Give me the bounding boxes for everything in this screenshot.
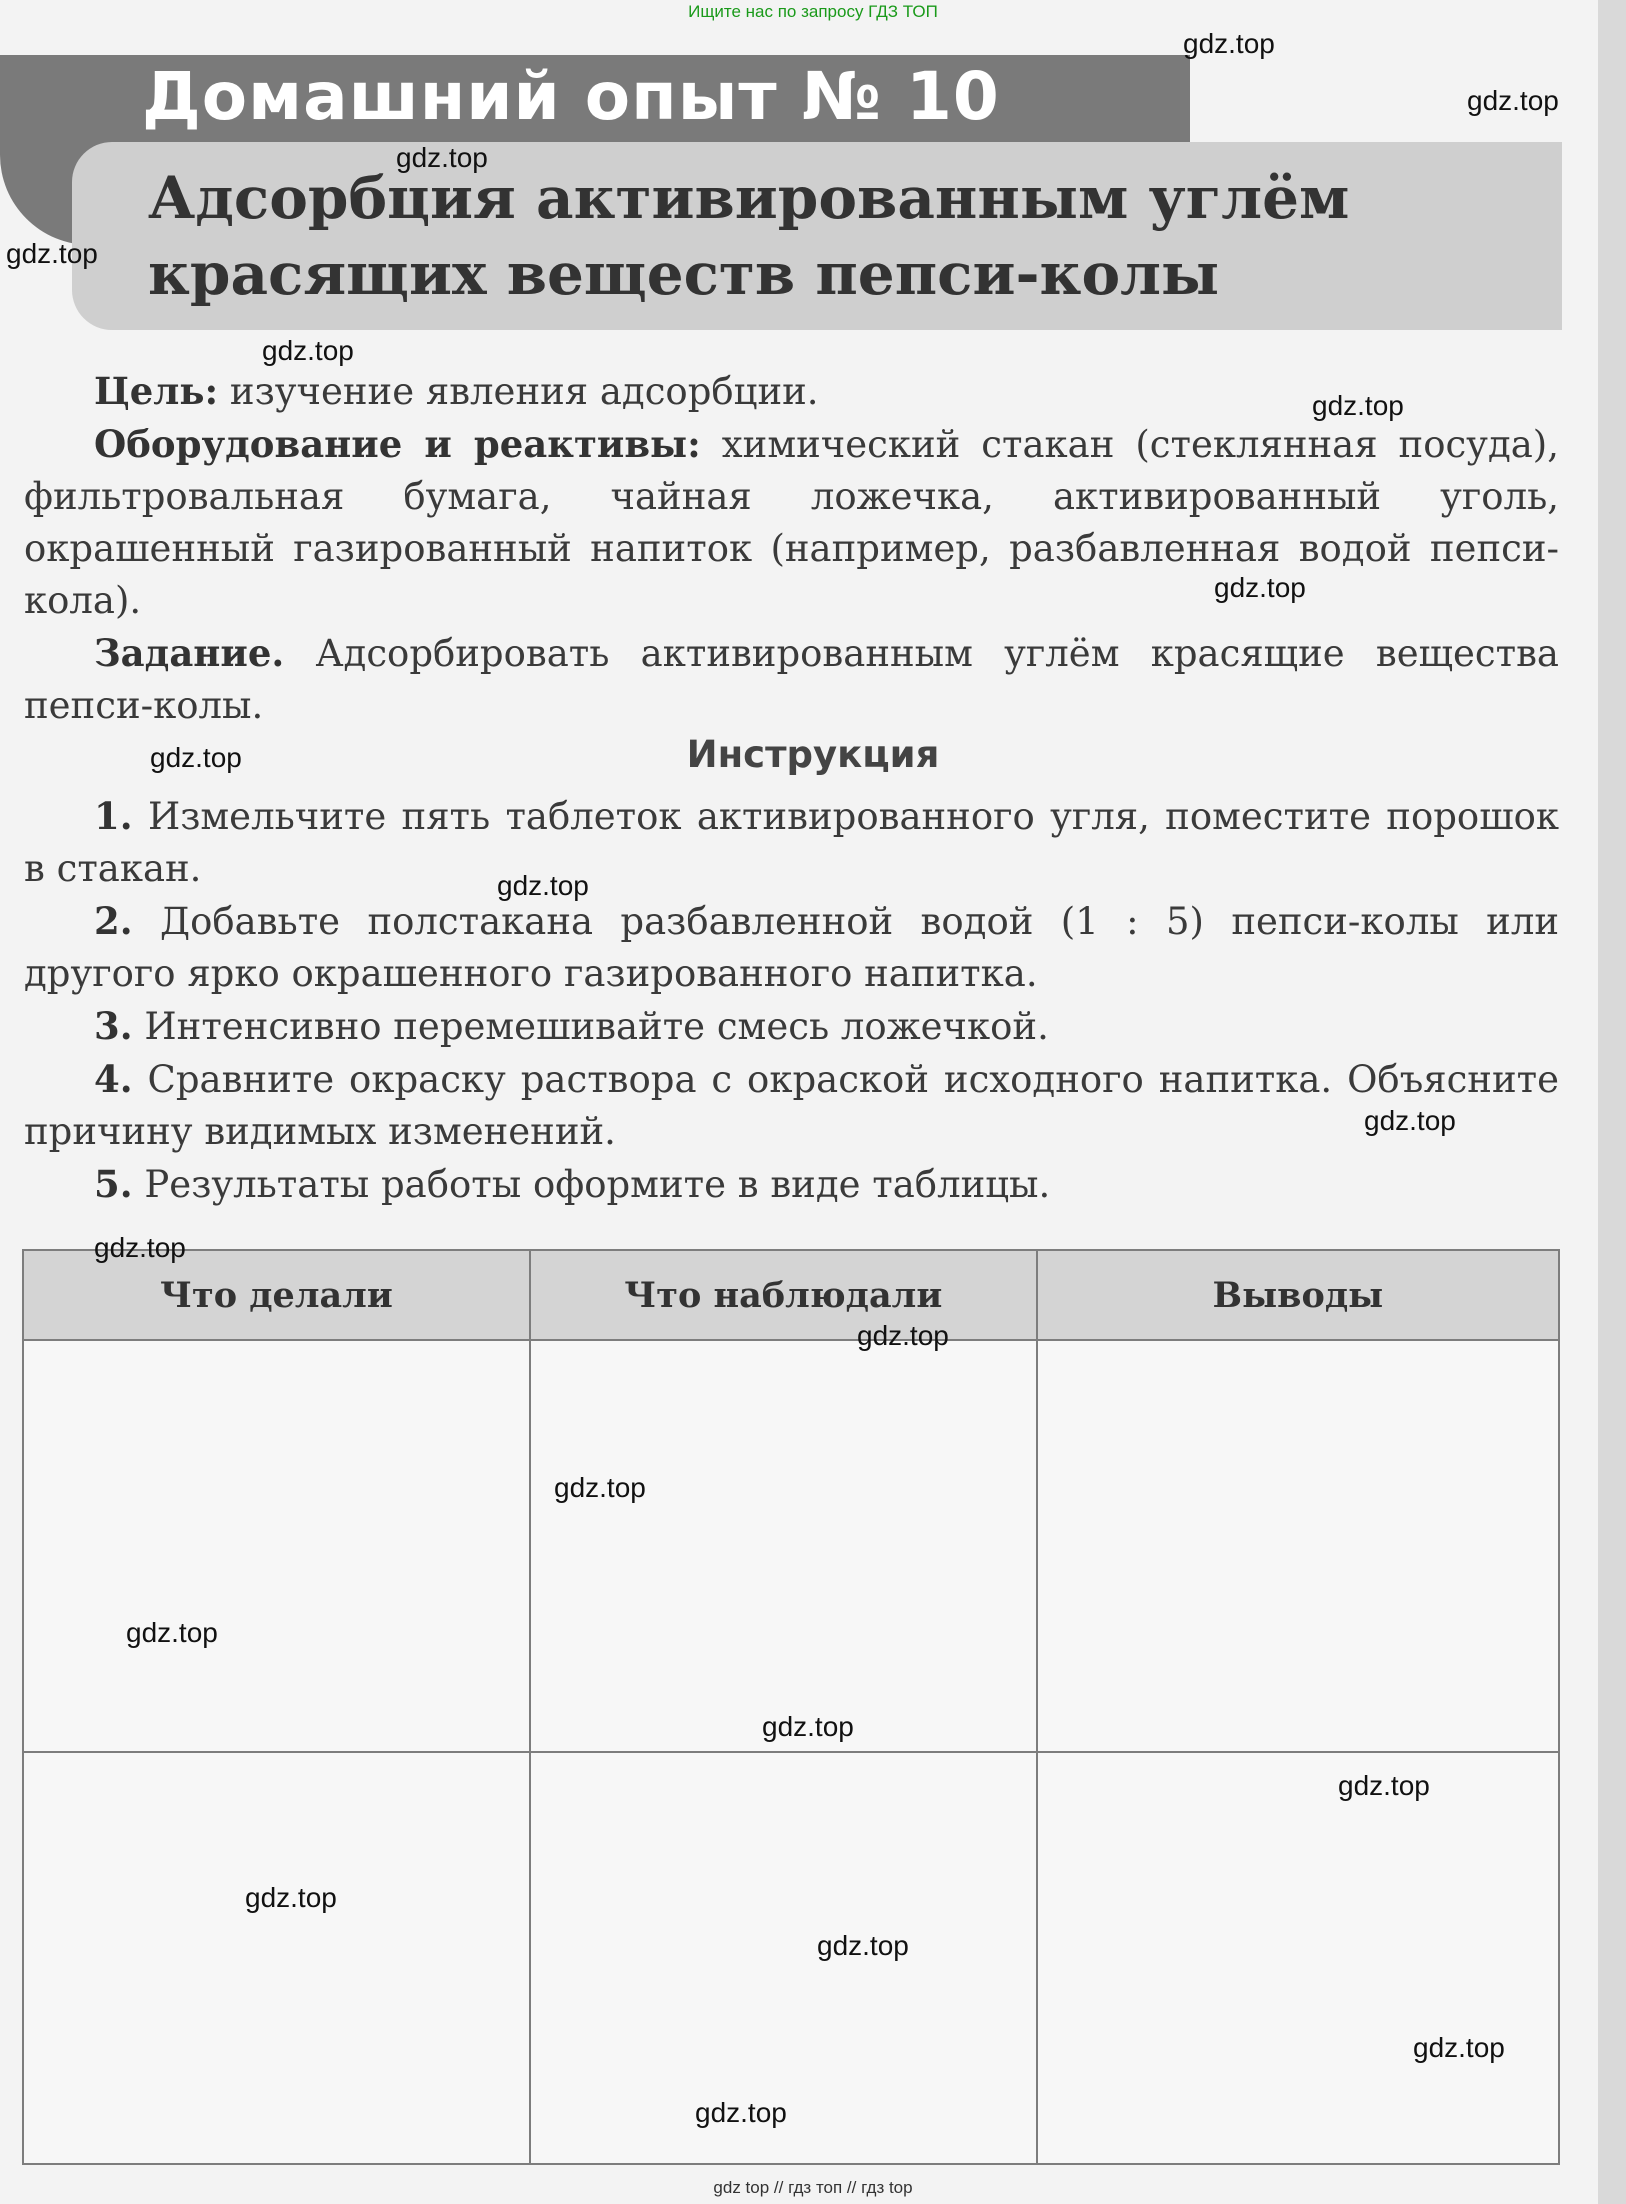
watermark: gdz.top	[1214, 572, 1306, 603]
goal-label: Цель:	[94, 369, 219, 413]
watermark: gdz.top	[1312, 390, 1404, 421]
step-text: Интенсивно перемешивайте смесь ложечкой.	[132, 1005, 1049, 1048]
watermark: gdz.top	[497, 870, 589, 901]
column-header-did: Что делали	[23, 1250, 530, 1340]
watermark: gdz.top	[857, 1320, 949, 1351]
instruction-heading: Инструкция	[686, 733, 940, 776]
step-item	[24, 895, 1559, 1000]
step-number: 1.	[94, 794, 133, 838]
watermark: gdz.top	[6, 238, 98, 269]
watermark: gdz.top	[262, 335, 354, 366]
watermark: gdz.top	[1338, 1770, 1430, 1801]
header-note[interactable]: Ищите нас по запросу ГДЗ ТОП	[688, 2, 938, 21]
equipment-label: Оборудование и реактивы:	[94, 422, 701, 466]
equipment-text: химический стакан (стеклянная посуда), фильтровальная бумага, чайная ложечка, активированный уголь, окрашенный газированный напиток (например, разбавленная водой пепси-кола).	[24, 423, 1559, 622]
table-cell[interactable]	[23, 1340, 530, 1752]
watermark: gdz.top	[396, 142, 488, 173]
experiment-title-line-1: Адсорбция активированным углём	[148, 164, 1350, 232]
column-header-conclusions: Выводы	[1037, 1250, 1559, 1340]
watermark: gdz.top	[695, 2097, 787, 2128]
page-edge	[1598, 0, 1626, 2204]
step-number: 5.	[94, 1162, 133, 1206]
table-row	[23, 1752, 1559, 2164]
footer-note[interactable]: gdz top // гдз топ // гдз top	[713, 2178, 913, 2197]
table-row	[23, 1340, 1559, 1752]
step-item	[24, 1158, 1559, 1211]
step-text: Сравните окраску раствора с окраской исходного напитка. Объясните причину видимых изменений.	[24, 1058, 1559, 1153]
watermark: gdz.top	[245, 1882, 337, 1913]
watermark: gdz.top	[1364, 1105, 1456, 1136]
table-cell[interactable]	[1037, 1752, 1559, 2164]
table-cell[interactable]	[23, 1752, 530, 2164]
watermark: gdz.top	[554, 1472, 646, 1503]
step-item	[24, 790, 1559, 895]
table-cell[interactable]	[1037, 1340, 1559, 1752]
watermark: gdz.top	[1467, 85, 1559, 116]
table-cell[interactable]	[530, 1340, 1037, 1752]
task-paragraph	[24, 627, 1559, 732]
step-item	[24, 1000, 1559, 1053]
experiment-title-line-2: красящих веществ пепси-колы	[148, 240, 1220, 308]
watermark: gdz.top	[94, 1232, 186, 1263]
step-number: 2.	[94, 899, 133, 943]
task-text: Адсорбировать активированным углём красящие вещества пепси-колы.	[24, 632, 1559, 727]
experiment-title	[148, 160, 1548, 312]
step-text: Результаты работы оформите в виде таблицы.	[132, 1163, 1051, 1206]
watermark: gdz.top	[126, 1617, 218, 1648]
task-label: Задание.	[94, 631, 285, 675]
step-number: 3.	[94, 1004, 133, 1048]
step-text: Добавьте полстакана разбавленной водой (1 : 5) пепси-колы или другого ярко окрашенного газированного напитка.	[24, 900, 1559, 995]
table-header-row	[23, 1250, 1559, 1340]
page-title: Домашний опыт № 10	[142, 58, 1000, 135]
step-number: 4.	[94, 1057, 133, 1101]
step-item	[24, 1053, 1559, 1158]
goal-text: изучение явления адсорбции.	[218, 370, 819, 413]
results-table	[22, 1249, 1560, 2165]
watermark: gdz.top	[817, 1930, 909, 1961]
watermark: gdz.top	[1413, 2032, 1505, 2063]
step-text: Измельчите пять таблеток активированного угля, поместите порошок в стакан.	[24, 795, 1559, 890]
steps-list	[24, 790, 1559, 1211]
equipment-paragraph	[24, 418, 1559, 627]
watermark: gdz.top	[1183, 28, 1275, 59]
column-header-observed: Что наблюдали	[530, 1250, 1037, 1340]
watermark: gdz.top	[150, 742, 242, 773]
watermark: gdz.top	[762, 1711, 854, 1742]
